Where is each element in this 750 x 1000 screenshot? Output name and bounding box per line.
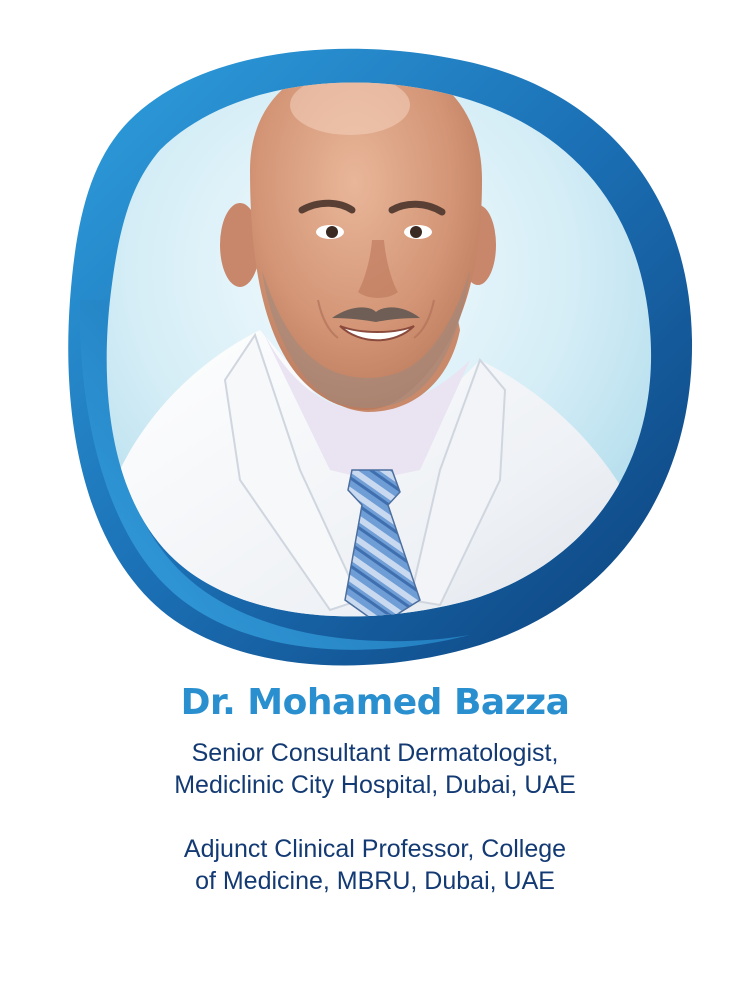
doctor-name: Dr. Mohamed Bazza [180,682,570,723]
role-secondary-line-2: of Medicine, MBRU, Dubai, UAE [195,867,555,895]
role-secondary [0,833,750,897]
role-secondary-line-1: Adjunct Clinical Professor, College [183,835,567,863]
role-primary-line-2: Mediclinic City Hospital, Dubai, UAE [174,771,576,799]
role-primary [0,737,750,801]
role-primary-line-1: Senior Consultant Dermatologist, [191,739,559,767]
